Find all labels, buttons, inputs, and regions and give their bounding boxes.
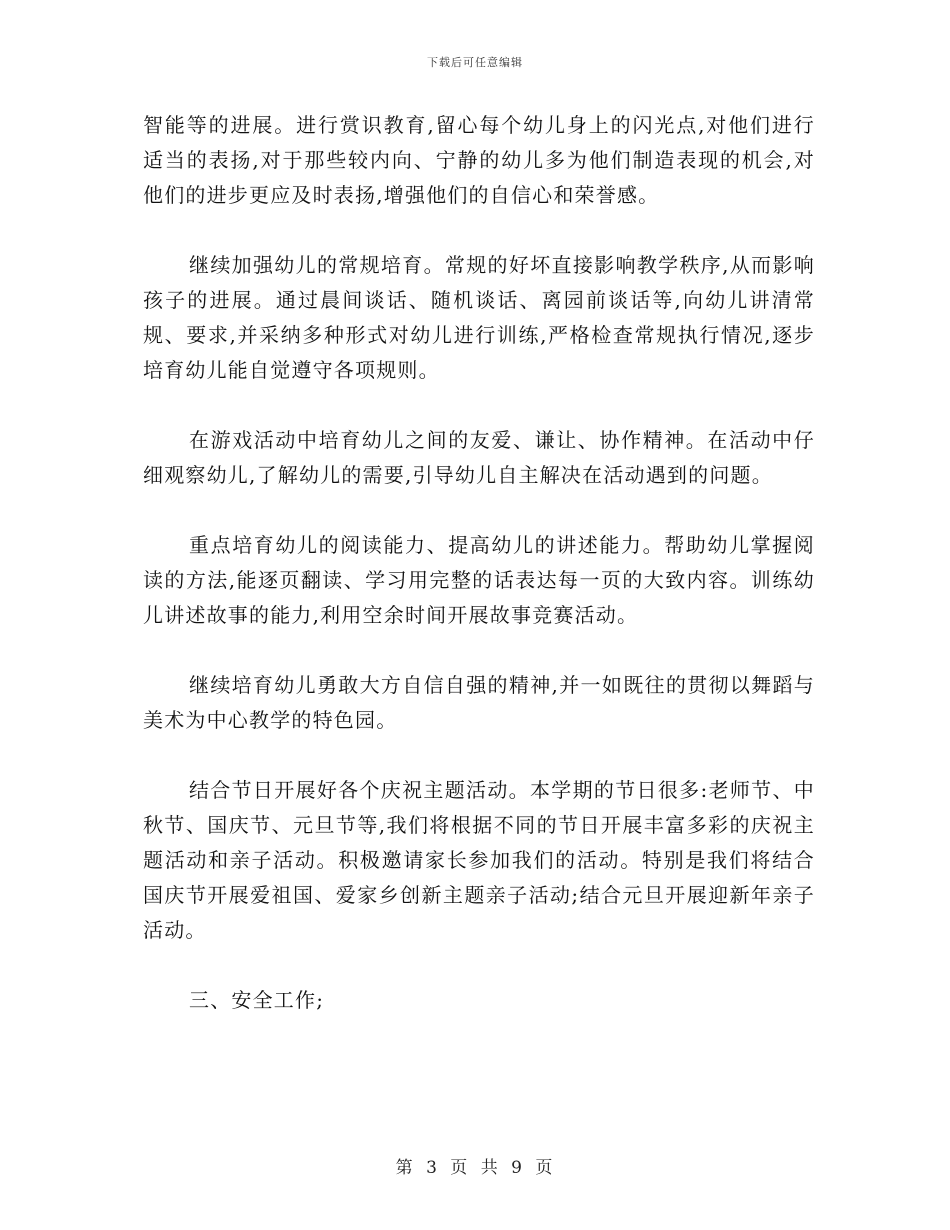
- document-body: [143, 108, 815, 1053]
- page-header: 下载后可任意编辑: [427, 56, 523, 69]
- paragraph-game-activities: 在游戏活动中培育幼儿之间的友爱、谦让、协作精神。在活动中仔细观察幼儿,了解幼儿的需要,引导幼儿自主解决在活动遇到的问题。: [143, 428, 815, 487]
- paragraph-routine-training: 继续加强幼儿的常规培育。常规的好坏直接影响教学秩序,从而影响孩子的进展。通过晨间谈话、随机谈话、离园前谈话等,向幼儿讲清常规、要求,并采纳多种形式对幼儿进行训练,严格检查常规执行情况,逐步培育幼儿能自觉遵守各项规则。: [143, 253, 815, 382]
- paragraph-reading-ability: 重点培育幼儿的阅读能力、提高幼儿的讲述能力。帮助幼儿掌握阅读的方法,能逐页翻读、学习用完整的话表达每一页的大致内容。训练幼儿讲述故事的能力,利用空余时间开展故事竞赛活动。: [143, 533, 815, 627]
- paragraph-festival-activities: 结合节日开展好各个庆祝主题活动。本学期的节日很多:老师节、中秋节、国庆节、元旦节等,我们将根据不同的节日开展丰富多彩的庆祝主题活动和亲子活动。积极邀请家长参加我们的活动。特别是我们将结合国庆节开展爱祖国、爱家乡创新主题亲子活动;结合元旦开展迎新年亲子活动。: [143, 778, 815, 942]
- paragraph-confidence: 继续培育幼儿勇敢大方自信自强的精神,并一如既往的贯彻以舞蹈与美术为中心教学的特色园。: [143, 673, 815, 732]
- page-number: 第 3 页 共 9 页: [395, 1158, 555, 1178]
- paragraph-continuation: 智能等的进展。进行赏识教育,留心每个幼儿身上的闪光点,对他们进行适当的表扬,对于那些较内向、宁静的幼儿多为他们制造表现的机会,对他们的进步更应及时表扬,增强他们的自信心和荣誉感。: [143, 113, 815, 207]
- section-heading-safety: 三、安全工作;: [189, 988, 325, 1012]
